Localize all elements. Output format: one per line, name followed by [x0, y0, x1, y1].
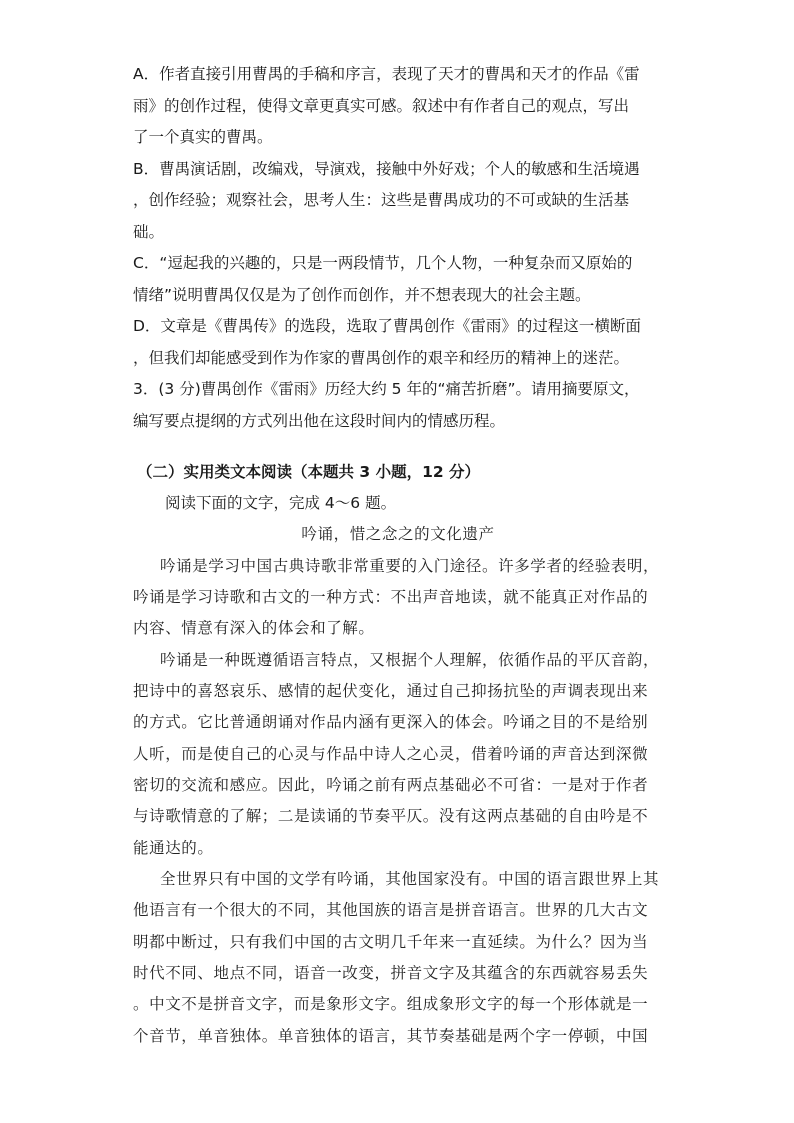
paragraph-2-line-7: 能通达的。: [133, 839, 214, 857]
paragraph-3-line-6: 个音节，单音独体。单音独体的语言，其节奏基础是两个字一停顿，中国: [133, 1027, 649, 1045]
paragraph-1-line-3: 内容、情意有深入的体会和了解。: [133, 619, 375, 637]
question-3-line-1: 3．(3 分)曹禺创作《雷雨》历经大约 5 年的“痛苦折磨”。请用摘要原文，: [133, 380, 640, 398]
option-b-line-3: 础。: [133, 223, 165, 241]
option-d-line-1: D．文章是《曹禺传》的选段，选取了曹禺创作《雷雨》的过程这一横断面: [133, 317, 641, 335]
option-c-line-2: 情绪”说明曹禺仅仅是为了创作而创作，并不想表现大的社会主题。: [133, 286, 591, 304]
paragraph-2-line-4: 人听，而是使自己的心灵与作品中诗人之心灵，借着吟诵的声音达到深微: [133, 745, 649, 763]
option-b-line-2: ，创作经验；观察社会，思考人生：这些是曹禺成功的不可或缺的生活基: [133, 191, 630, 209]
paragraph-2-line-2: 把诗中的喜怒哀乐、感情的起伏变化，通过自己抑扬抗坠的声调表现出来: [133, 682, 649, 700]
option-b-line-1: B．曹禺演话剧，改编戏，导演戏，接触中外好戏；个人的敏感和生活境遇: [133, 160, 640, 178]
paragraph-3-line-1: 全世界只有中国的文学有吟诵，其他国家没有。中国的语言跟世界上其: [160, 870, 660, 888]
option-a-line-1: A．作者直接引用曹禺的手稿和序言，表现了天才的曹禺和天才的作品《雷: [133, 65, 640, 83]
paragraph-3-line-4: 时代不同、地点不同，语音一改变，拼音文字及其蕴含的东西就容易丢失: [133, 964, 649, 982]
option-a-line-2: 雨》的创作过程，使得文章更真实可感。叙述中有作者自己的观点，写出: [133, 97, 630, 115]
paragraph-2-line-5: 密切的交流和感应。因此，吟诵之前有两点基础必不可省：一是对于作者: [133, 776, 649, 794]
section-instruction: 阅读下面的文字，完成 4～6 题。: [165, 494, 397, 512]
paragraph-1-line-1: 吟诵是学习中国古典诗歌非常重要的入门途径。许多学者的经验表明，: [160, 557, 660, 575]
paragraph-3-line-5: 。中文不是拼音文字，而是象形文字。组成象形文字的每一个形体就是一: [133, 995, 649, 1013]
question-3-line-2: 编写要点提纲的方式列出他在这段时间内的情感历程。: [133, 412, 506, 430]
section-heading: （二）实用类文本阅读（本题共 3 小题，12 分）: [137, 463, 481, 481]
paragraph-2-line-6: 与诗歌情意的了解；二是读诵的节奏平仄。没有这两点基础的自由吟是不: [133, 807, 649, 825]
paragraph-1-line-2: 吟诵是学习诗歌和古文的一种方式：不出声音地读，就不能真正对作品的: [133, 588, 649, 606]
option-d-line-2: ，但我们却能感受到作为作家的曹禺创作的艰辛和经历的精神上的迷茫。: [133, 349, 630, 367]
article-title: 吟诵，惜之念之的文化遗产: [301, 525, 495, 543]
paragraph-2-line-1: 吟诵是一种既遵循语言特点，又根据个人理解，依循作品的平仄音韵，: [160, 651, 660, 669]
option-a-line-3: 了一个真实的曹禺。: [133, 128, 273, 146]
option-c-line-1: C．“逗起我的兴趣的，只是一两段情节，几个人物，一种复杂而又原始的: [133, 254, 633, 272]
paragraph-2-line-3: 的方式。它比普通朗诵对作品内涵有更深入的体会。吟诵之目的不是给别: [133, 713, 649, 731]
paragraph-3-line-3: 明都中断过，只有我们中国的古文明几千年来一直延续。为什么？因为当: [133, 933, 649, 951]
paragraph-3-line-2: 他语言有一个很大的不同，其他国族的语言是拼音语言。世界的几大古文: [133, 901, 649, 919]
